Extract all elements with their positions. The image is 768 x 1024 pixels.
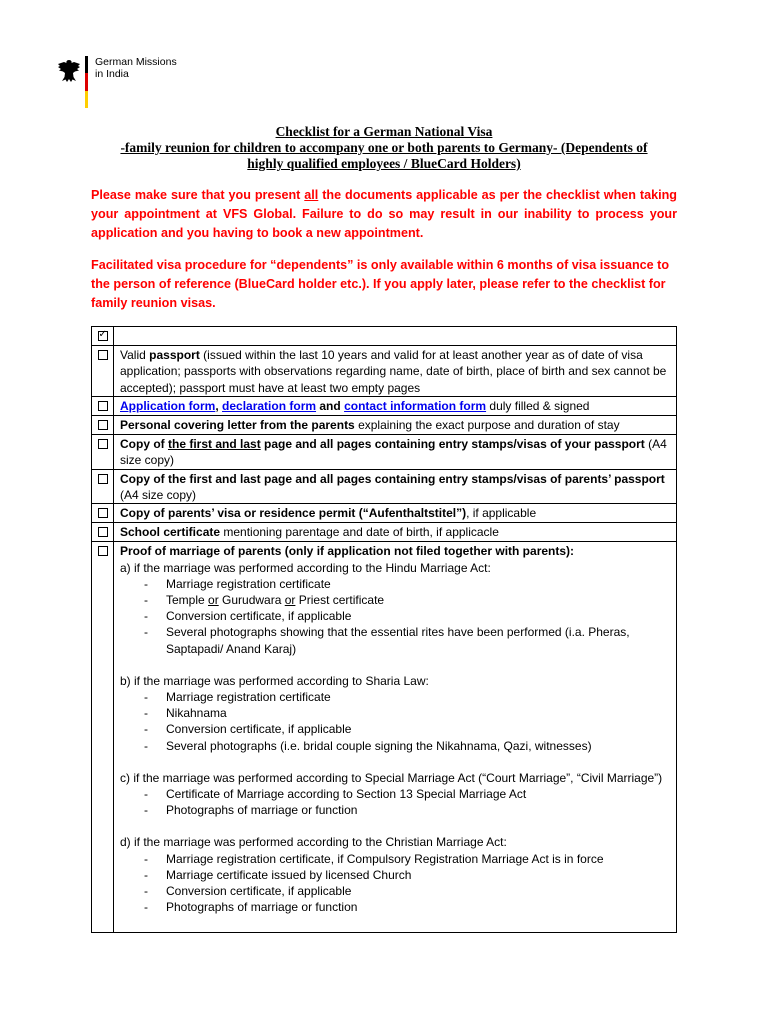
parents-passport-copy-item: Copy of the first and last page and all pages containing entry stamps/visas of parents’ passport (A4 size copy) (114, 469, 677, 503)
checkbox[interactable] (98, 527, 108, 537)
table-row (92, 504, 677, 523)
document-title (60, 124, 708, 172)
title-line-3: highly qualified employees / BlueCard Holders) (247, 156, 521, 171)
facilitated-procedure-notice: Facilitated visa procedure for “dependents” is only available within 6 months of visa issuance to the person of reference (BlueCard holder etc.). If you apply later, please refer to the checklist for family reunion visas. (91, 258, 670, 310)
table-row (92, 396, 677, 415)
application-form-link[interactable]: Application form (120, 398, 216, 413)
passport-item: Valid passport (issued within the last 10 years and valid for at least another year as of date of visa application; passports with observations regarding name, date of birth, place of birth and sex cannot be accepted); passport must have at least two empty pages (114, 346, 677, 397)
appointment-notice: Please make sure that you present all the documents applicable as per the checklist when taking your appointment at VFS Global. Failure to do so may result in our inability to process your application and you having to book a new appointment. (91, 188, 677, 240)
checkbox[interactable] (98, 350, 108, 360)
document-checklist-table (91, 326, 677, 933)
table-row (92, 523, 677, 542)
table-row (92, 416, 677, 435)
checkbox[interactable] (98, 401, 108, 411)
checkbox[interactable] (98, 474, 108, 484)
mission-name: German Missions in India (95, 56, 177, 80)
checkbox[interactable] (98, 420, 108, 430)
table-row (92, 346, 677, 397)
table-header-row (92, 327, 677, 346)
checkbox[interactable] (98, 546, 108, 556)
declaration-form-link[interactable]: declaration form (222, 398, 317, 413)
checkmark-icon (98, 331, 108, 341)
table-row (92, 435, 677, 469)
table-row (92, 469, 677, 503)
federal-eagle-icon (56, 58, 82, 84)
parents-visa-item: Copy of parents’ visa or residence permit (“Aufenthaltstitel”), if applicable (114, 504, 677, 523)
title-line-1: Checklist for a German National Visa (275, 124, 493, 139)
flag-bar (85, 56, 88, 108)
own-passport-copy-item: Copy of the first and last page and all pages containing entry stamps/visas of your passport (A4 size copy) (114, 435, 677, 469)
title-line-2: -family reunion for children to accompany one or both parents to Germany- (Dependents of (120, 140, 648, 155)
forms-item: Application form, declaration form and contact information form duly filled & signed (114, 396, 677, 415)
checkbox[interactable] (98, 508, 108, 518)
table-row (92, 542, 677, 933)
contact-information-form-link[interactable]: contact information form (344, 398, 487, 413)
marriage-proof-item: Proof of marriage of parents (only if application not filed together with parents): a) if the marriage was performed according to the Hindu Marriage Act: - Marriage registration certificate - Temple or Gurudwara or Priest certificate - Conversion certificate, if applicable - Several photographs showing that the essential rites have been performed (i.a. Pheras, Saptapadi/ Anand Karaj) b) if the marriage was performed according to Sharia Law: - Marriage registration certificate - Nikahnama - Conversion certificate, if applicable - Several photographs (i.e. bridal couple signing the Nikahnama, Qazi, witnesses) c) if the marriage was performed according to Special Marriage Act (“Court Marriage”, “Civil Marriage”) - Certificate of Marriage according to Section 13 Special Marriage Act - Photographs of marriage or function d) if the marriage was performed according to the Christian Marriage Act: - Marriage registration certificate, if Compulsory Registration Marriage Act is in force - Marriage certificate issued by licensed Church - Conversion certificate, if applicable - Photographs of marriage or function (114, 542, 677, 933)
checkbox[interactable] (98, 439, 108, 449)
school-certificate-item: School certificate mentioning parentage and date of birth, if applicacle (114, 523, 677, 542)
covering-letter-item: Personal covering letter from the parents explaining the exact purpose and duration of stay (114, 416, 677, 435)
